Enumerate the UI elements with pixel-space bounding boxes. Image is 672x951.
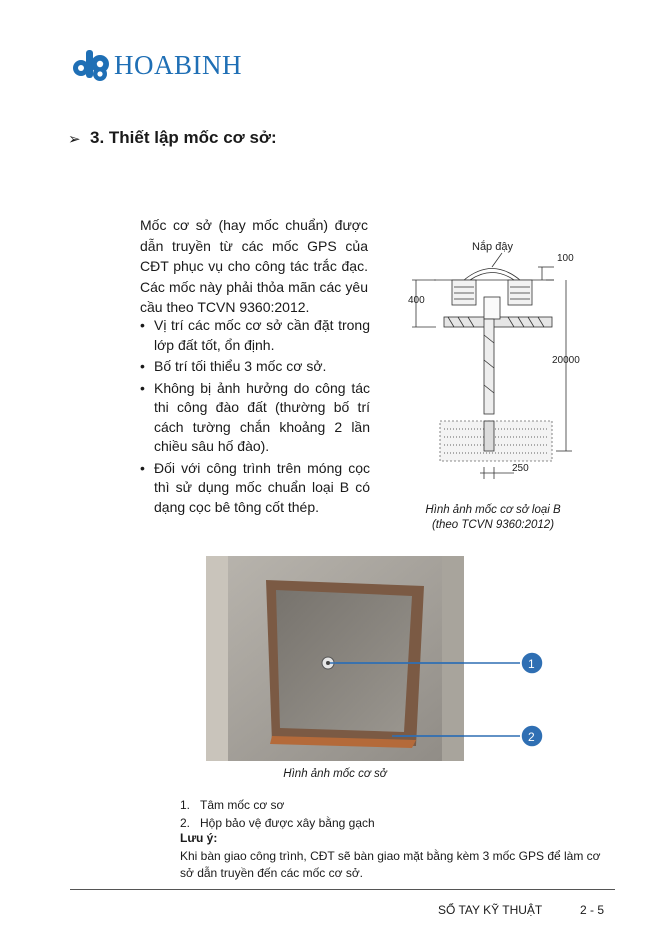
brand-name: HOABINH — [114, 50, 242, 80]
note-label: Lưu ý: — [180, 831, 218, 845]
dimension-20000: 20000 — [552, 355, 580, 366]
marker-2-label: 2 — [528, 730, 535, 744]
footer-title: SỔ TAY KỸ THUẬT — [438, 903, 543, 917]
list-item: • Vị trí các mốc cơ sở cần đặt trong lớp đất tốt, ổn định. — [140, 316, 370, 355]
dimension-400: 400 — [408, 295, 425, 306]
diagram-caption-line: (theo TCVN 9360:2012) — [431, 519, 555, 531]
list-item — [180, 796, 375, 814]
legend-text: Hộp bảo vệ được xây bằng gạch — [200, 816, 375, 830]
dimension-100: 100 — [557, 253, 574, 264]
legend-number: 2. — [180, 816, 191, 830]
legend-number: 1. — [180, 798, 191, 812]
section-heading: 3. Thiết lập mốc cơ sở: — [90, 128, 277, 147]
page-number: 2 - 5 — [580, 903, 605, 917]
list-item: • Không bị ảnh hưởng do công tác thi công đào đất (thường bố trí cách tường chắn khoảng 2 lần chiều sâu hố đào). — [140, 379, 370, 457]
dimension-250: 250 — [512, 463, 529, 474]
requirements-list — [140, 316, 370, 519]
photo-legend — [180, 796, 375, 832]
diagram-caption-line: Hình ảnh mốc cơ sở loại B — [425, 504, 561, 516]
benchmark-diagram — [404, 235, 604, 480]
marker-1-label: 1 — [528, 657, 535, 671]
bullet-arrow-icon: ➢ — [68, 131, 81, 148]
footer-divider — [70, 889, 615, 890]
note-text: Khi bàn giao công trình, CĐT sẽ bàn giao mặt bằng kèm 3 mốc GPS để làm cơ sở dẫn truyền đến các mốc cơ sở. — [180, 849, 601, 880]
photo-markers — [330, 650, 560, 760]
legend-text: Tâm mốc cơ sơ — [200, 798, 285, 812]
list-item: • Bố trí tối thiểu 3 mốc cơ sở. — [140, 357, 370, 377]
list-item — [180, 814, 375, 832]
cover-label: Nắp đậy — [472, 241, 513, 253]
diagram-caption — [398, 503, 588, 533]
intro-paragraph: Mốc cơ sở (hay mốc chuẩn) được dẫn truyền từ các mốc GPS của CĐT phục vụ cho công tác trắc đạc. Các mốc này phải thỏa mãn các yêu cầu theo TCVN 9360:2012. — [140, 217, 368, 315]
photo-caption: Hình ảnh mốc cơ sở — [283, 768, 387, 780]
list-item: • Đối với công trình trên móng cọc thì sử dụng mốc chuẩn loại B có dạng cọc bê tông cốt thép. — [140, 459, 370, 518]
